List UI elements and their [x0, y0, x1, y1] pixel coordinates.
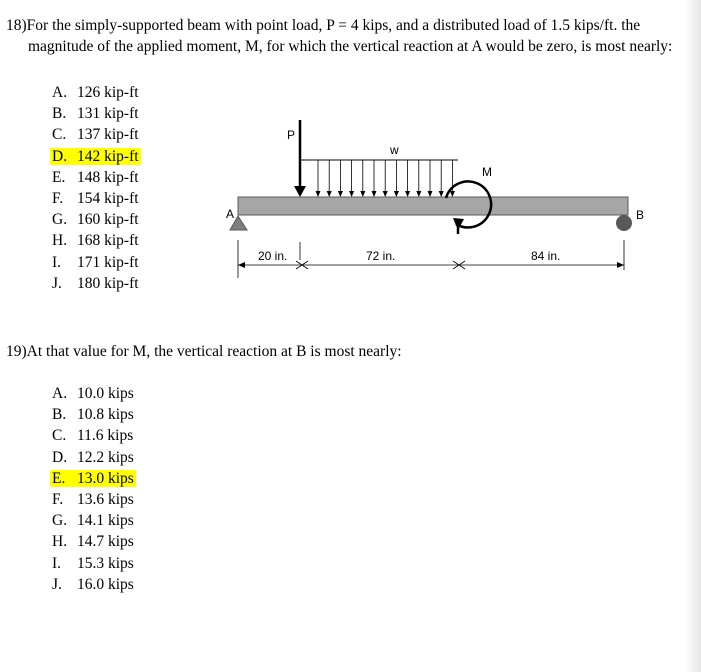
option-text: 11.6 kips [77, 427, 134, 445]
option-body [52, 533, 134, 550]
udl-arrowhead [316, 191, 321, 197]
q19-option-i [52, 553, 136, 574]
option-letter: F. [52, 491, 64, 509]
roller-support-b [616, 215, 632, 231]
option-body [52, 169, 139, 186]
q18-number: 18) [6, 17, 27, 34]
q19-option-b [52, 404, 136, 425]
dim-label-84: 84 in. [531, 249, 561, 263]
label-b: B [636, 208, 645, 222]
option-body [52, 126, 139, 143]
option-text: 14.1 kips [77, 512, 134, 530]
q18-option-d [52, 146, 141, 167]
q18-option-h [52, 230, 141, 251]
highlighted-answer [50, 148, 141, 165]
udl-arrowhead [349, 191, 354, 197]
option-body [52, 449, 134, 466]
option-text: 126 kip-ft [77, 84, 139, 101]
option-text: 180 kip-ft [77, 274, 139, 292]
option-text: 137 kip-ft [77, 126, 139, 144]
option-letter: B. [52, 105, 67, 123]
option-body [52, 427, 133, 444]
option-letter: E. [52, 469, 66, 487]
q19-option-a [52, 383, 136, 404]
label-p: P [287, 128, 296, 142]
option-text: 10.0 kips [77, 385, 134, 402]
dim-label-20: 20 in. [258, 249, 288, 263]
udl-arrowhead [338, 191, 343, 197]
q18-option-i [52, 252, 141, 273]
option-body [52, 232, 139, 249]
option-letter: D. [52, 147, 68, 165]
udl-arrowhead [383, 191, 388, 197]
option-letter: F. [52, 190, 64, 208]
q18-option-c [52, 124, 141, 145]
q19-option-d [52, 447, 136, 468]
option-letter: E. [52, 168, 66, 186]
q19-option-f [52, 489, 136, 510]
point-load-arrowhead [294, 186, 306, 197]
option-text: 154 kip-ft [77, 190, 139, 208]
option-body [52, 406, 134, 423]
option-text: 160 kip-ft [77, 211, 139, 229]
option-body [52, 211, 139, 228]
beam-diagram-svg [220, 110, 660, 290]
option-text: 16.0 kips [77, 575, 134, 593]
option-body [52, 254, 139, 271]
option-letter: H. [52, 533, 68, 551]
udl-arrowhead [416, 191, 421, 197]
q19-option-c [52, 425, 136, 446]
dim-arrow-left [238, 262, 245, 268]
option-text: 12.2 kips [77, 448, 134, 466]
q19-options-list [52, 383, 136, 595]
dim-label-72: 72 in. [366, 249, 396, 263]
option-letter: H. [52, 232, 68, 250]
q19-text-line1: At that value for M, the vertical reaction at B is most nearly: [26, 343, 402, 360]
option-text: 13.0 kips [77, 469, 134, 487]
q19-option-e [52, 468, 136, 489]
option-text: 14.7 kips [77, 533, 134, 551]
option-letter: B. [52, 406, 67, 424]
option-body [52, 512, 134, 529]
udl-arrowhead [428, 191, 433, 197]
option-letter: A. [52, 84, 68, 101]
option-letter: I. [52, 253, 62, 271]
option-text: 142 kip-ft [77, 147, 139, 165]
udl-arrowhead [327, 191, 332, 197]
dim-arrow-right [617, 262, 624, 268]
option-text: 10.8 kips [77, 406, 134, 424]
q19-stem [6, 341, 402, 362]
q18-stem-line2 [28, 36, 672, 57]
option-letter: C. [52, 427, 67, 445]
option-body [52, 84, 139, 101]
option-letter: C. [52, 126, 67, 144]
option-body [52, 385, 134, 402]
option-text: 148 kip-ft [77, 168, 139, 186]
label-a: A [226, 207, 235, 221]
udl-arrowhead [450, 191, 455, 197]
q18-option-b [52, 103, 141, 124]
option-body [52, 190, 139, 207]
option-letter: J. [52, 575, 62, 593]
q18-option-j [52, 273, 141, 294]
option-letter: G. [52, 512, 68, 530]
udl-arrowhead [372, 191, 377, 197]
q18-option-a [52, 82, 141, 103]
udl-arrowhead [394, 191, 399, 197]
beam-diagram [220, 110, 660, 295]
q18-option-g [52, 209, 141, 230]
option-body [52, 576, 134, 593]
udl-arrowhead [439, 191, 444, 197]
q19-option-g [52, 510, 136, 531]
option-letter: G. [52, 211, 68, 229]
option-body [52, 491, 134, 508]
option-letter: I. [52, 554, 62, 572]
page-edge-shadow [685, 0, 701, 672]
q19-option-h [52, 531, 136, 552]
option-text: 15.3 kips [77, 554, 134, 572]
label-w: w [390, 143, 399, 157]
option-body [52, 105, 139, 122]
udl-arrowhead [405, 191, 410, 197]
distributed-load-arrows [316, 160, 455, 197]
label-m: M [482, 165, 492, 179]
q18-option-f [52, 188, 141, 209]
q18-text-line2: magnitude of the applied moment, M, for which the vertical reaction at A would be zero, is most nearly: [28, 38, 673, 55]
option-text: 13.6 kips [77, 491, 134, 509]
option-text: 168 kip-ft [77, 232, 139, 250]
q18-option-e [52, 167, 141, 188]
q19-option-j [52, 574, 136, 595]
q18-stem-line1 [6, 15, 640, 36]
option-body [52, 555, 134, 572]
option-letter: D. [52, 448, 68, 466]
option-text: 131 kip-ft [77, 105, 139, 123]
highlighted-answer [50, 470, 136, 487]
q18-options-list [52, 82, 141, 294]
option-letter: J. [52, 274, 62, 292]
q18-text-line1: For the simply-supported beam with point load, P = 4 kips, and a distributed load of 1.5 kips/ft. the [26, 17, 641, 34]
q19-number: 19) [6, 343, 27, 360]
udl-arrowhead [360, 191, 365, 197]
option-text: 171 kip-ft [77, 253, 139, 271]
beam [238, 197, 628, 215]
option-letter: A. [52, 385, 68, 402]
option-body [52, 275, 139, 292]
